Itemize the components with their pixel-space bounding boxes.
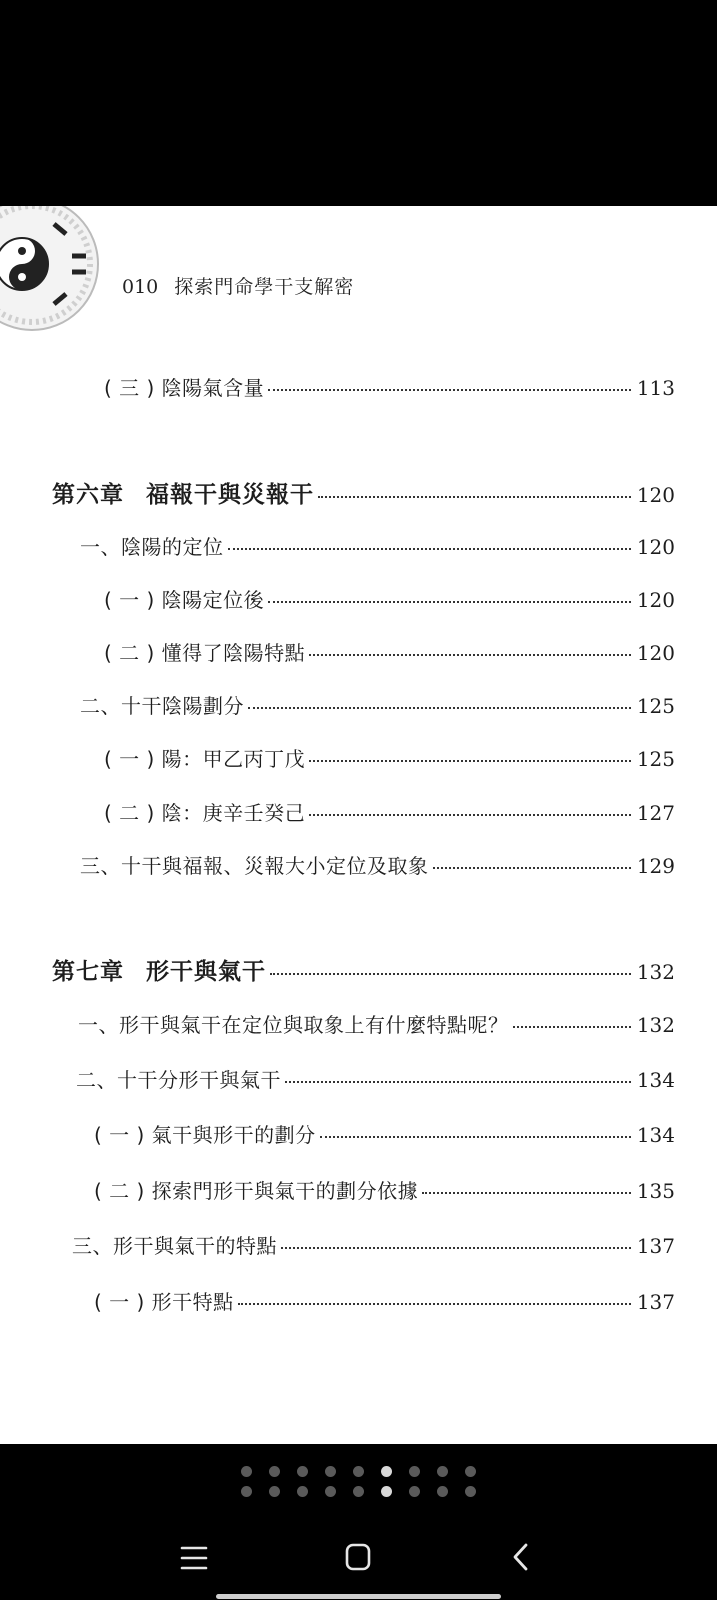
toc-page-number: 134 — [636, 1068, 675, 1092]
toc-page-number: 137 — [636, 1234, 675, 1258]
toc-chapter-label: 福報干與災報干 — [146, 481, 314, 508]
book-page[interactable] — [0, 206, 717, 1444]
toc-page-number: 120 — [636, 588, 675, 612]
toc-page-number: 132 — [636, 1013, 675, 1037]
toc-entry-label: ( 二 ) 懂得了陰陽特點 — [104, 641, 306, 665]
back-chevron-icon[interactable] — [502, 1540, 542, 1576]
leader-dots — [320, 1135, 631, 1138]
header-book-title: 探索門命學干支解密 — [174, 276, 355, 298]
page-indicator-dot[interactable] — [437, 1466, 448, 1477]
page-indicator-dot[interactable] — [465, 1486, 476, 1497]
toc-entry-row — [104, 584, 675, 616]
page-indicator-dot[interactable] — [269, 1486, 280, 1497]
toc-entry-row — [80, 690, 675, 722]
toc-page-number: 125 — [636, 694, 675, 718]
toc-page-number: 137 — [636, 1290, 675, 1314]
toc-chapter-row — [52, 479, 675, 511]
page-indicator-row — [0, 1486, 717, 1497]
toc-entry-label: ( 一 ) 陰陽定位後 — [104, 588, 265, 612]
leader-dots — [513, 1025, 631, 1028]
toc-entry-label: 二、十干分形干與氣干 — [76, 1068, 281, 1092]
page-indicator-dot[interactable] — [465, 1466, 476, 1477]
leader-dots — [285, 1080, 631, 1083]
page-indicator-dot[interactable] — [241, 1466, 252, 1477]
page-indicator-dot[interactable] — [297, 1486, 308, 1497]
leader-dots — [248, 706, 631, 709]
page-indicator-dot[interactable] — [297, 1466, 308, 1477]
toc-entry-row — [80, 531, 675, 563]
toc-page-number: 113 — [636, 376, 675, 400]
toc-entry-row — [94, 1175, 675, 1207]
toc-entry-label: ( 三 ) 陰陽氣含量 — [104, 376, 265, 400]
page-indicator-dot-active[interactable] — [381, 1466, 392, 1477]
toc-entry-label: ( 一 ) 形干特點 — [94, 1290, 234, 1314]
toc-chapter-label: 形干與氣干 — [146, 958, 266, 985]
top-black-area — [0, 0, 717, 206]
toc-chapter-number: 第七章 — [52, 958, 124, 985]
leader-dots — [281, 1246, 631, 1249]
toc-page-number: 132 — [636, 960, 675, 984]
leader-dots — [309, 813, 631, 816]
toc-entry-label: ( 一 ) 氣干與形干的劃分 — [94, 1123, 316, 1147]
toc-entry-row — [94, 1119, 675, 1151]
page-indicator-dot[interactable] — [325, 1486, 336, 1497]
toc-entry-label: ( 二 ) 探索門形干與氣干的劃分依據 — [94, 1179, 419, 1203]
page-indicator-dot-active[interactable] — [381, 1486, 392, 1497]
page-indicator-dot[interactable] — [269, 1466, 280, 1477]
toc-entry-row — [72, 1230, 675, 1262]
leader-dots — [318, 495, 631, 498]
page-indicator-dot[interactable] — [241, 1486, 252, 1497]
table-of-contents — [0, 206, 717, 1444]
toc-page-number: 129 — [636, 854, 675, 878]
toc-entry-label: 二、十干陰陽劃分 — [80, 694, 244, 718]
leader-dots — [270, 972, 631, 975]
leader-dots — [228, 547, 631, 550]
toc-entry-row — [104, 797, 675, 829]
toc-page-number: 135 — [636, 1179, 675, 1203]
header-page-number: 010 — [122, 276, 159, 298]
page-indicator-dot[interactable] — [409, 1466, 420, 1477]
toc-chapter-row — [52, 956, 675, 988]
toc-entry-label: ( 二 ) 陰：庚辛壬癸己 — [104, 801, 306, 825]
toc-entry-label: 一、陰陽的定位 — [80, 535, 224, 559]
toc-entry-row — [94, 1286, 675, 1318]
toc-page-number: 120 — [636, 535, 675, 559]
toc-entry-row — [104, 743, 675, 775]
leader-dots — [422, 1191, 631, 1194]
toc-entry-row — [80, 850, 675, 882]
toc-page-number: 120 — [636, 641, 675, 665]
leader-dots — [309, 653, 631, 656]
toc-page-number: 125 — [636, 747, 675, 771]
toc-chapter-number: 第六章 — [52, 481, 124, 508]
leader-dots — [268, 388, 631, 391]
leader-dots — [433, 866, 631, 869]
toc-entry-label: 三、十干與福報、災報大小定位及取象 — [80, 854, 429, 878]
page-indicator-dot[interactable] — [409, 1486, 420, 1497]
toc-chapter-title — [52, 956, 266, 988]
leader-dots — [309, 759, 631, 762]
page-indicator-dot[interactable] — [437, 1486, 448, 1497]
menu-icon[interactable] — [174, 1540, 214, 1576]
toc-page-number: 120 — [636, 483, 675, 507]
home-square-icon[interactable] — [338, 1540, 378, 1576]
leader-dots — [238, 1302, 631, 1305]
gesture-home-bar[interactable] — [216, 1594, 501, 1599]
leader-dots — [268, 600, 631, 603]
page-indicator-dot[interactable] — [353, 1466, 364, 1477]
page-indicator-row — [0, 1466, 717, 1477]
page-indicator-dot[interactable] — [325, 1466, 336, 1477]
toc-entry-row — [78, 1009, 675, 1041]
toc-entry-row — [104, 637, 675, 669]
toc-chapter-title — [52, 479, 314, 511]
toc-page-number: 134 — [636, 1123, 675, 1147]
page-indicator-dot[interactable] — [353, 1486, 364, 1497]
toc-entry-row — [76, 1064, 675, 1096]
toc-entry-row — [104, 372, 675, 404]
toc-entry-label: 一、形干與氣干在定位與取象上有什麼特點呢？ — [78, 1013, 509, 1037]
toc-entry-label: 三、形干與氣干的特點 — [72, 1234, 277, 1258]
toc-entry-label: ( 一 ) 陽：甲乙丙丁戊 — [104, 747, 306, 771]
toc-page-number: 127 — [636, 801, 675, 825]
